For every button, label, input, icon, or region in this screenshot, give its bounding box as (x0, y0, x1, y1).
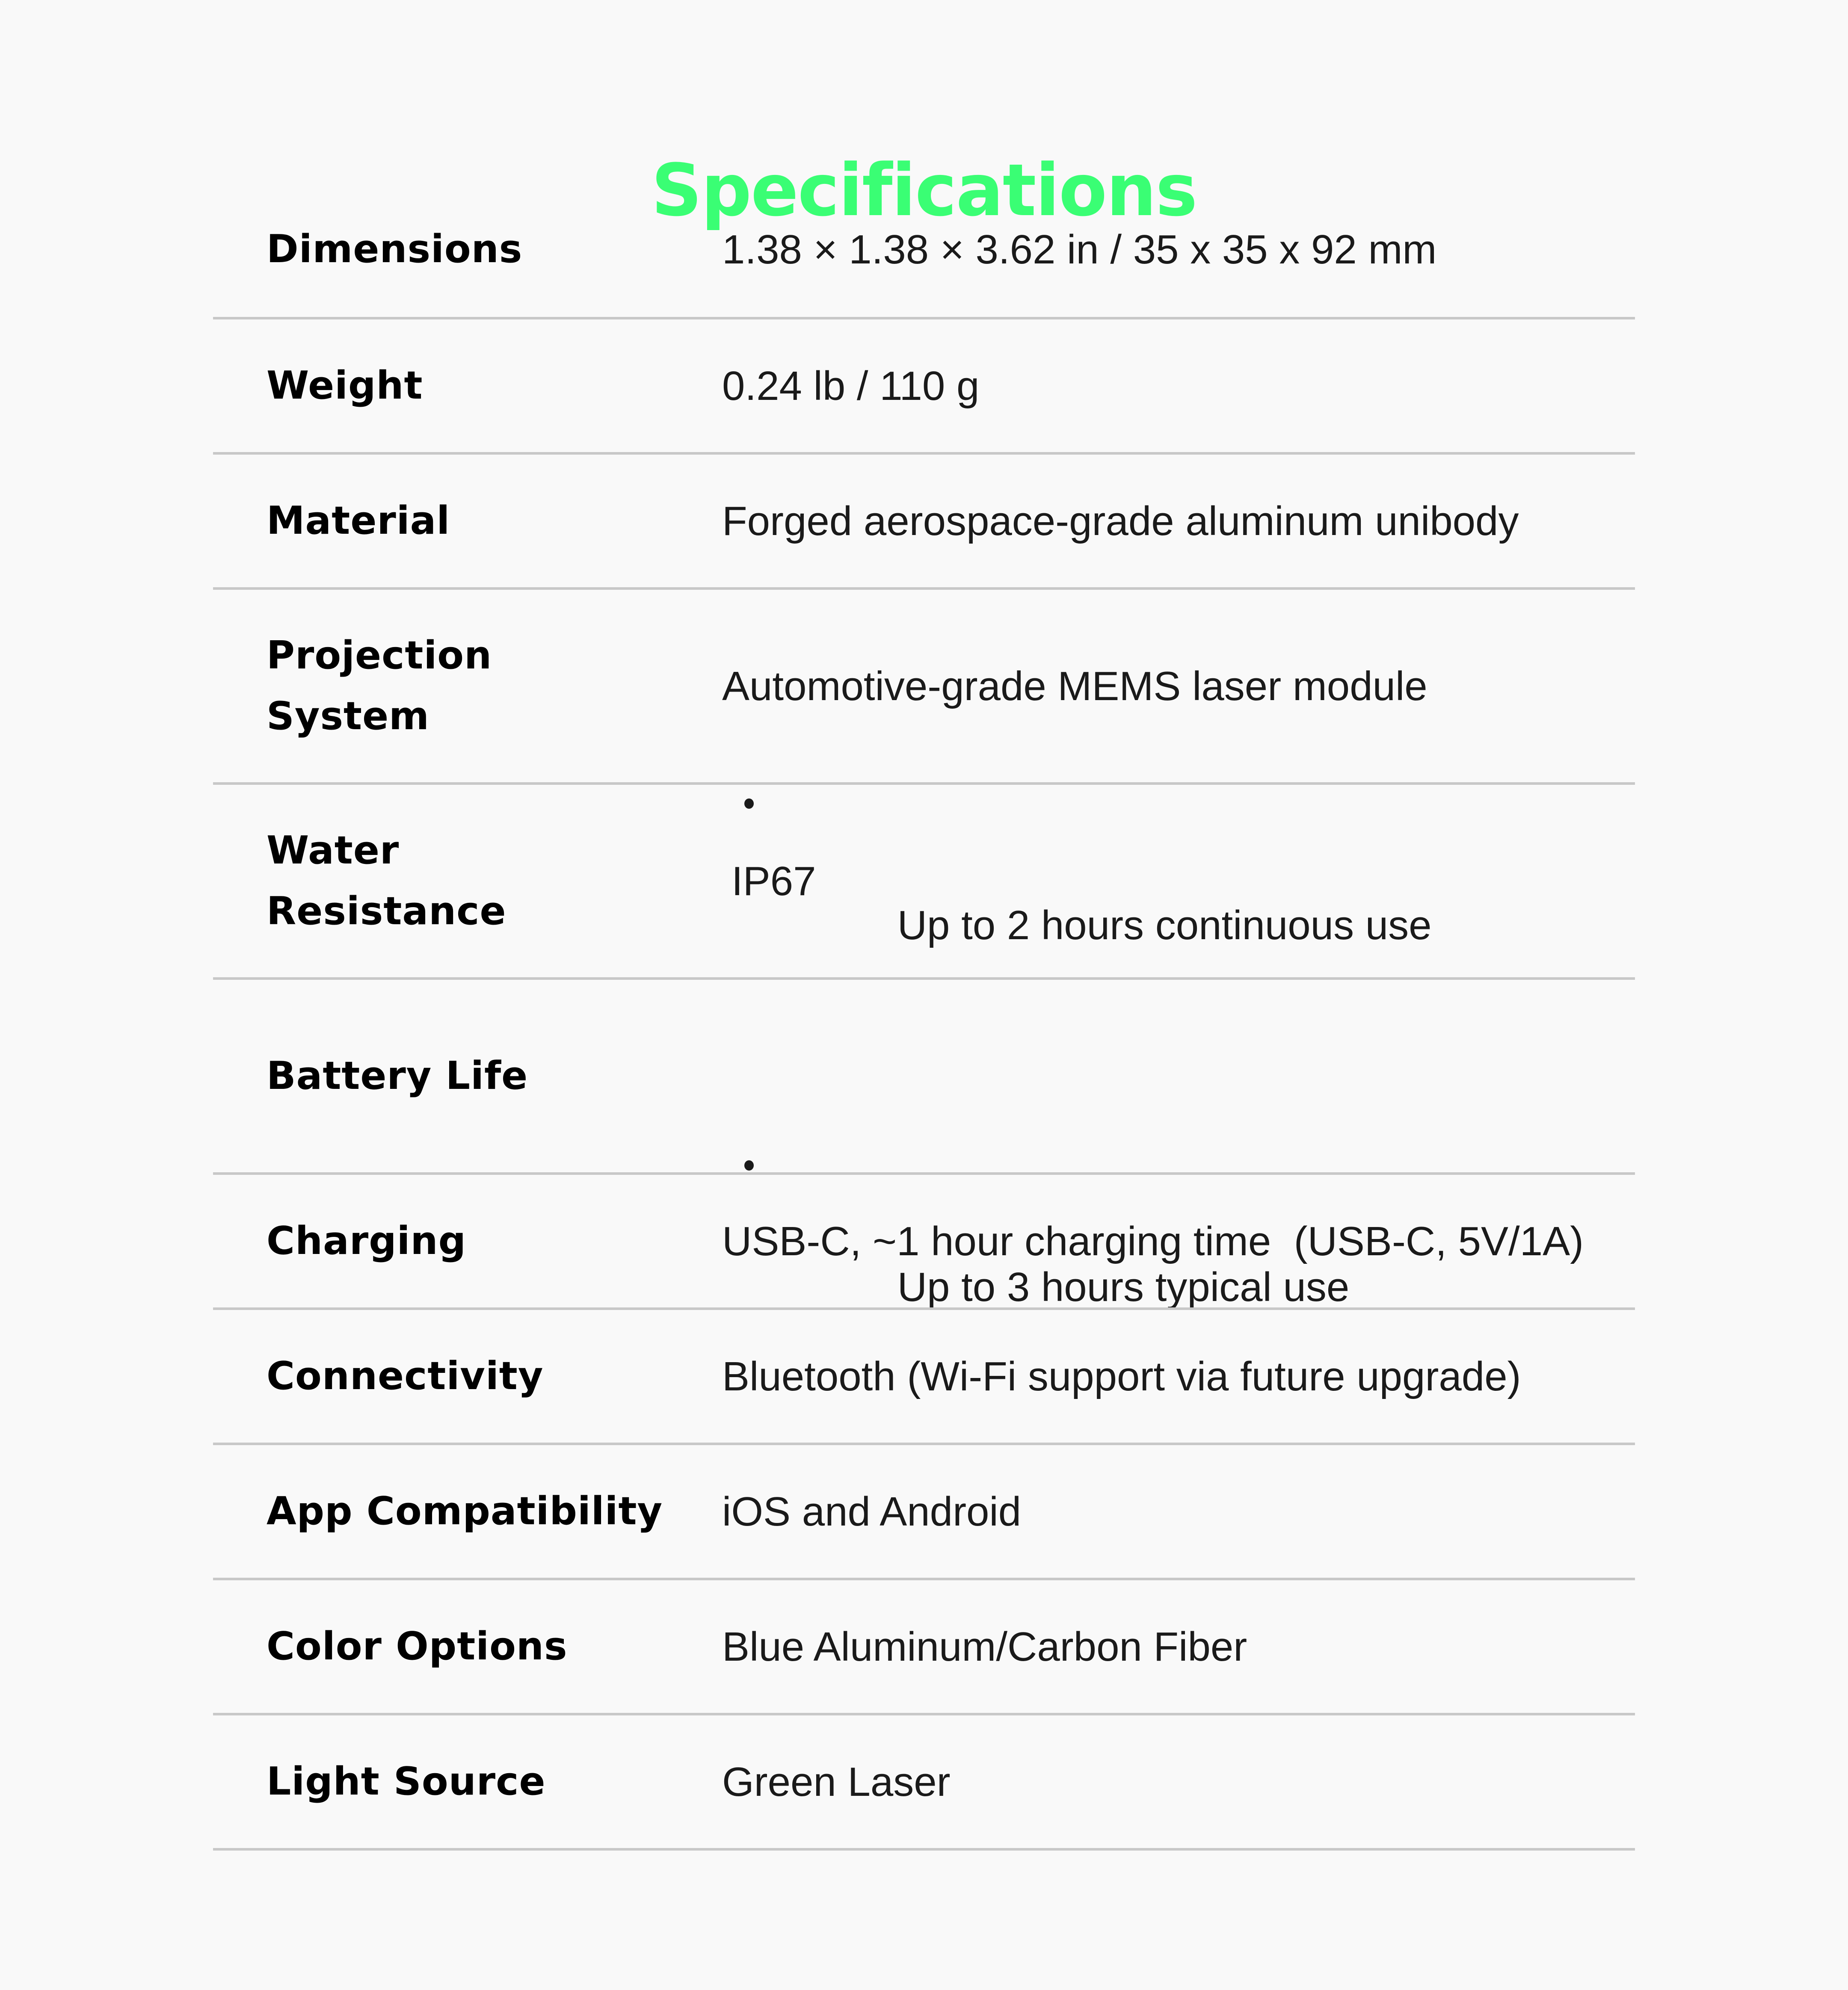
spec-label-line: Connectivity (267, 1354, 544, 1399)
spec-label-line: Projection (267, 633, 492, 678)
spec-label-line: Resistance (267, 889, 506, 934)
spec-label (267, 1580, 694, 1713)
spec-value: IP67 (732, 858, 816, 904)
spec-value: Bluetooth (Wi-Fi support via future upgrade) (722, 1353, 1521, 1399)
specifications-table (213, 182, 1635, 1851)
spec-label (267, 1175, 694, 1307)
spec-label (267, 785, 694, 977)
spec-label-line: Material (267, 498, 450, 543)
spec-row-light-source (213, 1715, 1635, 1851)
spec-value: Green Laser (722, 1759, 951, 1805)
spec-value: Automotive-grade MEMS laser module (722, 663, 1427, 709)
spec-value: iOS and Android (722, 1488, 1022, 1535)
spec-row-app-compatibility (213, 1445, 1635, 1580)
list-item (722, 775, 1635, 1016)
spec-value: 1.38 × 1.38 × 3.62 in / 35 x 35 x 92 mm (722, 226, 1437, 272)
spec-row-dimensions (213, 182, 1635, 319)
bullet-text: Up to 2 hours continuous use (897, 902, 1432, 948)
spec-row-charging (213, 1175, 1635, 1310)
spec-label (267, 980, 694, 1172)
spec-label (267, 1445, 694, 1578)
spec-label-line: Light Source (267, 1759, 546, 1804)
spec-label (267, 590, 694, 782)
bullet-icon (744, 1160, 754, 1171)
spec-label-line: Weight (267, 363, 423, 408)
spec-value: Blue Aluminum/Carbon Fiber (722, 1623, 1247, 1670)
spec-label-line: Battery Life (267, 1053, 528, 1098)
page-title: Specifications (651, 148, 1197, 232)
spec-label-line: App Compatibility (267, 1489, 663, 1534)
spec-row-connectivity (213, 1310, 1635, 1445)
spec-row-weight (213, 319, 1635, 455)
spec-value: 0.24 lb / 110 g (722, 363, 980, 409)
spec-label (267, 182, 694, 317)
spec-row-material (213, 455, 1635, 590)
spec-label (267, 455, 694, 587)
spec-row-color-options (213, 1580, 1635, 1715)
spec-label-line: Charging (267, 1218, 467, 1263)
spec-label-line: Water (267, 828, 400, 873)
spec-label-line: Dimensions (267, 227, 523, 272)
spec-label-line: System (267, 694, 429, 739)
spec-label (267, 319, 694, 452)
spec-value: USB-C, ~1 hour charging time (USB-C, 5V/1A) (722, 1218, 1584, 1264)
spec-label-line: Color Options (267, 1624, 568, 1669)
spec-label (267, 1310, 694, 1443)
spec-label (267, 1715, 694, 1848)
bullet-text: Up to 3 hours typical use (897, 1264, 1350, 1310)
spec-value: Forged aerospace-grade aluminum unibody (722, 498, 1519, 544)
bullet-icon (744, 798, 754, 809)
